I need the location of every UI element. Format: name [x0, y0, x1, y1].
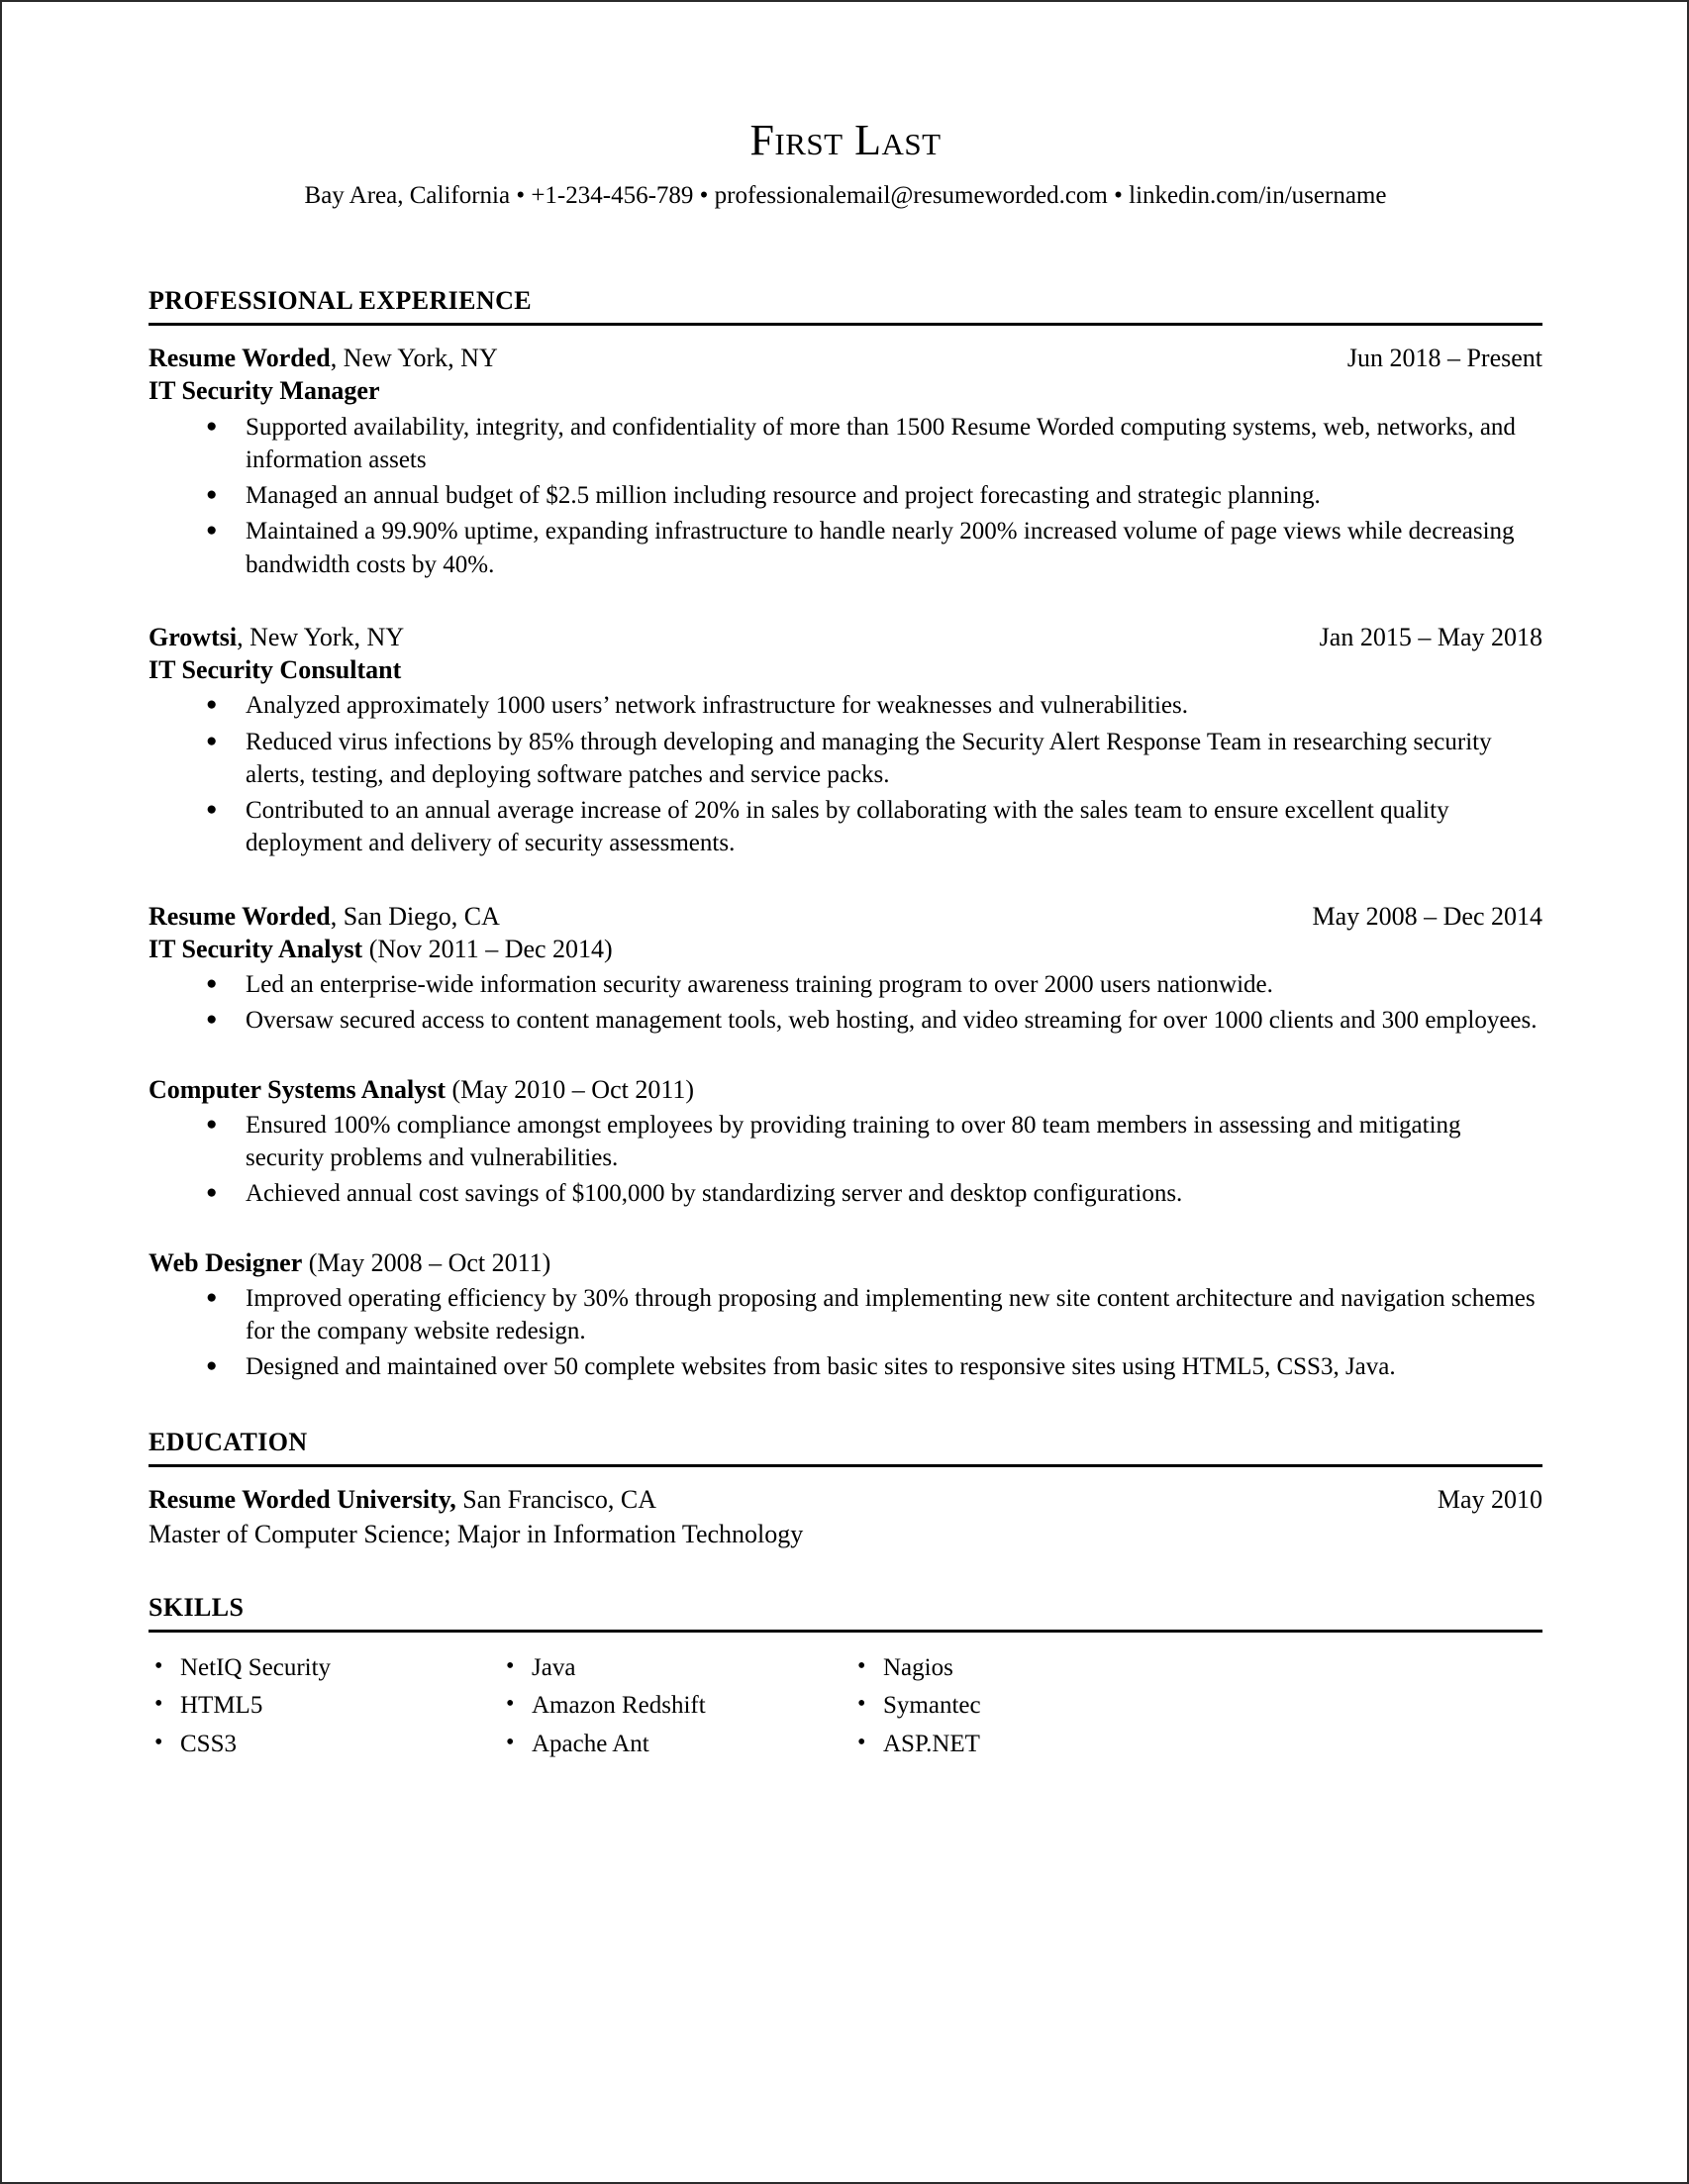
skill-item: • Java: [500, 1650, 851, 1686]
list-item: ● Improved operating efficiency by 30% through proposing and implementing new site content architecture and navigation schemes for the company website redesign.: [149, 1282, 1542, 1348]
company-name: Growtsi: [149, 622, 238, 651]
skills-grid: [149, 1650, 1542, 1764]
education-school-line: [149, 1483, 656, 1517]
education-date: May 2010: [1437, 1484, 1542, 1514]
experience-company-line: [149, 342, 1542, 374]
company-location: , San Diego, CA: [330, 901, 500, 931]
experience-company-line: [149, 900, 1542, 933]
experience-dates: May 2008 – Dec 2014: [1312, 901, 1542, 931]
role-dates: (May 2008 – Oct 2011): [302, 1247, 551, 1277]
skill-item: • CSS3: [149, 1727, 500, 1762]
company-name: Resume Worded: [149, 344, 331, 372]
experience-subrole: [149, 1073, 1542, 1106]
experience-bullets: [149, 968, 1542, 1038]
role-title: IT Security Analyst: [149, 934, 363, 963]
list-item: ● Ensured 100% compliance amongst employees by providing training to over 80 team members in assessing and mitigating security problems and vulnerabilities.: [149, 1109, 1542, 1175]
skill-item: • Nagios: [851, 1650, 1203, 1686]
experience-bullets: [149, 1109, 1542, 1211]
skill-item: • ASP.NET: [851, 1727, 1203, 1762]
role-title: IT Security Manager: [149, 376, 380, 406]
role-title: Web Designer: [149, 1247, 303, 1277]
education-location: San Francisco, CA: [455, 1484, 656, 1514]
list-item: ● Supported availability, integrity, and confidentiality of more than 1500 Resume Worded computing systems, web, networks, and information assets: [149, 411, 1542, 477]
experience-role: [149, 374, 1542, 407]
company-location: , New York, NY: [330, 344, 498, 372]
role-dates: (May 2010 – Oct 2011): [445, 1074, 695, 1104]
experience-company: [149, 900, 500, 933]
resume-content: [149, 2, 1542, 1764]
experience-entry: [149, 900, 1542, 1384]
experience-entry: [149, 621, 1542, 860]
list-item: ● Reduced virus infections by 85% through developing and managing the Security Alert Response Team in researching security alerts, testing, and deploying software patches and service packs.: [149, 726, 1542, 792]
experience-role: [149, 933, 1542, 965]
list-item: ● Achieved annual cost savings of $100,000 by standardizing server and desktop configurations.: [149, 1177, 1542, 1210]
list-item: ● Maintained a 99.90% uptime, expanding infrastructure to handle nearly 200% increased volume of page views while decreasing bandwidth costs by 40%.: [149, 515, 1542, 581]
list-item: ● Designed and maintained over 50 complete websites from basic sites to responsive sites using HTML5, CSS3, Java.: [149, 1350, 1542, 1383]
skill-item: • Symantec: [851, 1688, 1203, 1724]
role-dates: (Nov 2011 – Dec 2014): [362, 934, 613, 963]
education-degree: Master of Computer Science; Major in Information Technology: [149, 1520, 804, 1549]
list-item: ● Contributed to an annual average increase of 20% in sales by collaborating with the sales team to ensure excellent quality deployment and delivery of security assessments.: [149, 794, 1542, 860]
company-location: , New York, NY: [237, 622, 405, 651]
section-heading-education: EDUCATION: [149, 1428, 1542, 1467]
list-item: ● Oversaw secured access to content management tools, web hosting, and video streaming for over 1000 clients and 300 employees.: [149, 1004, 1542, 1037]
education-entry: [149, 1483, 1542, 1517]
experience-dates: Jan 2015 – May 2018: [1319, 622, 1542, 651]
experience-company: [149, 342, 498, 374]
skill-item: • Amazon Redshift: [500, 1688, 851, 1724]
section-heading-experience: PROFESSIONAL EXPERIENCE: [149, 286, 1542, 326]
role-title: IT Security Consultant: [149, 655, 402, 685]
section-heading-skills: SKILLS: [149, 1593, 1542, 1633]
role-title: Computer Systems Analyst: [149, 1074, 446, 1104]
experience-bullets: [149, 411, 1542, 581]
contact-line: Bay Area, California • +1-234-456-789 • professionalemail@resumeworded.com • linkedin.com/in/username: [304, 182, 1387, 209]
experience-role: [149, 653, 1542, 686]
experience-company: [149, 621, 404, 653]
experience-subrole: [149, 1246, 1542, 1279]
list-item: ● Managed an annual budget of $2.5 million including resource and project forecasting and strategic planning.: [149, 479, 1542, 512]
skill-item: • HTML5: [149, 1688, 500, 1724]
experience-company-line: [149, 621, 1542, 653]
company-name: Resume Worded: [149, 901, 331, 931]
experience-bullets: [149, 689, 1542, 859]
skill-item: • Apache Ant: [500, 1727, 851, 1762]
experience-dates: Jun 2018 – Present: [1346, 344, 1542, 372]
skill-item: • NetIQ Security: [149, 1650, 500, 1686]
list-item: ● Analyzed approximately 1000 users’ network infrastructure for weaknesses and vulnerabilities.: [149, 689, 1542, 722]
experience-bullets: [149, 1282, 1542, 1384]
list-item: ● Led an enterprise-wide information security awareness training program to over 2000 users nationwide.: [149, 968, 1542, 1001]
page-title: First Last: [749, 116, 942, 164]
experience-entry: [149, 342, 1542, 581]
education-school: Resume Worded University,: [149, 1484, 456, 1514]
